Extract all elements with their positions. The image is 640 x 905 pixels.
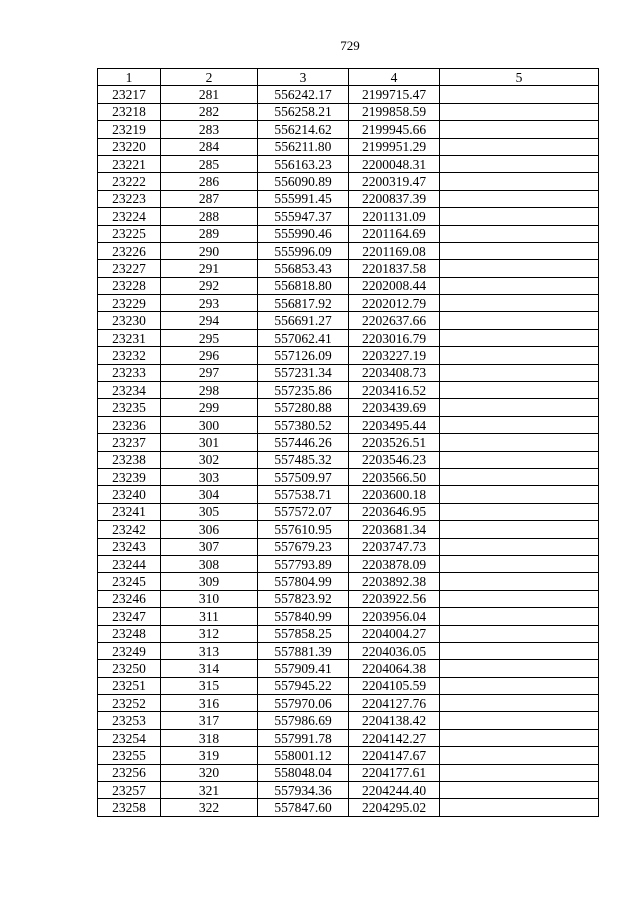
table-cell: 23226 — [98, 242, 161, 259]
table-cell: 315 — [161, 677, 258, 694]
table-cell — [440, 747, 599, 764]
table-row — [98, 486, 599, 503]
table-cell: 314 — [161, 660, 258, 677]
table-cell: 23236 — [98, 416, 161, 433]
table-cell — [440, 103, 599, 120]
table-row — [98, 712, 599, 729]
table-cell — [440, 729, 599, 746]
table-row — [98, 416, 599, 433]
table-row — [98, 573, 599, 590]
table-cell: 557804.99 — [258, 573, 349, 590]
table-cell: 23224 — [98, 208, 161, 225]
table-cell: 2202008.44 — [349, 277, 440, 294]
table-cell: 294 — [161, 312, 258, 329]
table-cell: 316 — [161, 695, 258, 712]
table-row — [98, 295, 599, 312]
table-cell: 555947.37 — [258, 208, 349, 225]
table-cell: 557840.99 — [258, 608, 349, 625]
table-cell: 291 — [161, 260, 258, 277]
table-cell: 2204138.42 — [349, 712, 440, 729]
table-cell: 557970.06 — [258, 695, 349, 712]
table-cell — [440, 190, 599, 207]
table-cell: 23234 — [98, 382, 161, 399]
table-cell: 23256 — [98, 764, 161, 781]
table-row — [98, 155, 599, 172]
table-cell: 288 — [161, 208, 258, 225]
table-cell: 303 — [161, 468, 258, 485]
table-cell: 557280.88 — [258, 399, 349, 416]
table-cell: 557909.41 — [258, 660, 349, 677]
table-cell — [440, 799, 599, 816]
table-row — [98, 625, 599, 642]
column-header: 1 — [98, 69, 161, 86]
table-body — [98, 86, 599, 816]
table-cell: 2203922.56 — [349, 590, 440, 607]
table-cell: 23229 — [98, 295, 161, 312]
table-row — [98, 242, 599, 259]
table-cell: 319 — [161, 747, 258, 764]
table-cell: 557446.26 — [258, 434, 349, 451]
table-row — [98, 695, 599, 712]
table-cell: 23220 — [98, 138, 161, 155]
table-cell — [440, 451, 599, 468]
table-cell: 23248 — [98, 625, 161, 642]
table-cell: 557235.86 — [258, 382, 349, 399]
table-cell — [440, 608, 599, 625]
table-cell: 23217 — [98, 86, 161, 103]
table-cell: 2203416.52 — [349, 382, 440, 399]
table-cell: 23237 — [98, 434, 161, 451]
table-cell: 2203227.19 — [349, 347, 440, 364]
table-cell: 290 — [161, 242, 258, 259]
table-cell — [440, 399, 599, 416]
table-cell: 309 — [161, 573, 258, 590]
table-cell: 298 — [161, 382, 258, 399]
table-cell — [440, 503, 599, 520]
table-cell: 557823.92 — [258, 590, 349, 607]
table-cell: 2201164.69 — [349, 225, 440, 242]
table-row — [98, 225, 599, 242]
table-cell: 2203646.95 — [349, 503, 440, 520]
table-row — [98, 503, 599, 520]
table-cell: 23252 — [98, 695, 161, 712]
table-cell — [440, 382, 599, 399]
table-cell: 2203892.38 — [349, 573, 440, 590]
table-cell: 285 — [161, 155, 258, 172]
table-cell: 2203956.04 — [349, 608, 440, 625]
table-cell: 2203681.34 — [349, 521, 440, 538]
table-cell: 558048.04 — [258, 764, 349, 781]
table-cell: 23251 — [98, 677, 161, 694]
table-cell: 284 — [161, 138, 258, 155]
table-cell: 317 — [161, 712, 258, 729]
table-cell: 557380.52 — [258, 416, 349, 433]
table-cell: 2204142.27 — [349, 729, 440, 746]
table-cell: 23221 — [98, 155, 161, 172]
table-cell — [440, 434, 599, 451]
table-cell: 555996.09 — [258, 242, 349, 259]
table-cell: 556817.92 — [258, 295, 349, 312]
table-cell — [440, 625, 599, 642]
table-cell — [440, 208, 599, 225]
column-header: 5 — [440, 69, 599, 86]
table-cell: 557858.25 — [258, 625, 349, 642]
table-row — [98, 173, 599, 190]
table-cell: 2203526.51 — [349, 434, 440, 451]
table-row — [98, 608, 599, 625]
table-row — [98, 434, 599, 451]
column-header: 4 — [349, 69, 440, 86]
table-cell — [440, 468, 599, 485]
table-cell: 312 — [161, 625, 258, 642]
table-cell: 2199945.66 — [349, 121, 440, 138]
table-cell: 557945.22 — [258, 677, 349, 694]
table-cell: 286 — [161, 173, 258, 190]
table-cell — [440, 642, 599, 659]
table-cell — [440, 121, 599, 138]
table-row — [98, 799, 599, 816]
table-cell: 556691.27 — [258, 312, 349, 329]
table-cell: 2199858.59 — [349, 103, 440, 120]
table-row — [98, 364, 599, 381]
table-cell: 23228 — [98, 277, 161, 294]
table-cell: 297 — [161, 364, 258, 381]
table-cell: 557485.32 — [258, 451, 349, 468]
table-cell: 2204177.61 — [349, 764, 440, 781]
table-cell: 321 — [161, 782, 258, 799]
table-cell: 282 — [161, 103, 258, 120]
table-cell: 2203439.69 — [349, 399, 440, 416]
table-cell: 23235 — [98, 399, 161, 416]
table-cell — [440, 695, 599, 712]
table-row — [98, 138, 599, 155]
table-cell: 300 — [161, 416, 258, 433]
table-cell: 2204127.76 — [349, 695, 440, 712]
table-cell: 2199715.47 — [349, 86, 440, 103]
table-cell — [440, 277, 599, 294]
table-row — [98, 399, 599, 416]
table-cell: 555991.45 — [258, 190, 349, 207]
table-cell — [440, 364, 599, 381]
table-cell — [440, 295, 599, 312]
table-row — [98, 312, 599, 329]
table-cell: 557062.41 — [258, 329, 349, 346]
table-cell — [440, 521, 599, 538]
table-cell: 557231.34 — [258, 364, 349, 381]
table-cell: 556090.89 — [258, 173, 349, 190]
table-cell: 2201837.58 — [349, 260, 440, 277]
column-header: 3 — [258, 69, 349, 86]
page-number: 729 — [340, 38, 360, 53]
table-row — [98, 103, 599, 120]
table-cell — [440, 225, 599, 242]
table-cell: 2200048.31 — [349, 155, 440, 172]
table-cell: 557679.23 — [258, 538, 349, 555]
table-cell: 23233 — [98, 364, 161, 381]
table-cell: 23257 — [98, 782, 161, 799]
table-row — [98, 329, 599, 346]
table-row — [98, 260, 599, 277]
table-row — [98, 347, 599, 364]
table-row — [98, 747, 599, 764]
table-cell: 23219 — [98, 121, 161, 138]
table-cell: 23230 — [98, 312, 161, 329]
table-row — [98, 677, 599, 694]
table-cell: 322 — [161, 799, 258, 816]
table-cell: 556258.21 — [258, 103, 349, 120]
table-cell — [440, 155, 599, 172]
table-cell: 23225 — [98, 225, 161, 242]
table-row — [98, 86, 599, 103]
table-cell: 23218 — [98, 103, 161, 120]
table-cell: 23253 — [98, 712, 161, 729]
table-cell — [440, 329, 599, 346]
table-cell: 2204064.38 — [349, 660, 440, 677]
table-cell: 23241 — [98, 503, 161, 520]
table-row — [98, 521, 599, 538]
table-cell: 557847.60 — [258, 799, 349, 816]
table-cell: 23239 — [98, 468, 161, 485]
table-cell: 320 — [161, 764, 258, 781]
table-cell: 305 — [161, 503, 258, 520]
table-cell: 283 — [161, 121, 258, 138]
table-cell: 23242 — [98, 521, 161, 538]
table-cell: 23245 — [98, 573, 161, 590]
table-cell — [440, 486, 599, 503]
table-cell: 23254 — [98, 729, 161, 746]
table-cell: 299 — [161, 399, 258, 416]
table-row — [98, 277, 599, 294]
table-cell: 2203408.73 — [349, 364, 440, 381]
table-cell: 23244 — [98, 555, 161, 572]
column-header: 2 — [161, 69, 258, 86]
table-cell: 2199951.29 — [349, 138, 440, 155]
table-cell: 301 — [161, 434, 258, 451]
table-cell: 302 — [161, 451, 258, 468]
table-cell — [440, 312, 599, 329]
table-cell: 2203747.73 — [349, 538, 440, 555]
table-cell: 307 — [161, 538, 258, 555]
table-row — [98, 764, 599, 781]
table-cell: 308 — [161, 555, 258, 572]
table-cell: 23240 — [98, 486, 161, 503]
table-cell: 556211.80 — [258, 138, 349, 155]
table-cell: 2204036.05 — [349, 642, 440, 659]
table-cell: 304 — [161, 486, 258, 503]
table-cell: 23246 — [98, 590, 161, 607]
table-cell: 2204147.67 — [349, 747, 440, 764]
table-cell: 23231 — [98, 329, 161, 346]
table-cell — [440, 138, 599, 155]
table-row — [98, 729, 599, 746]
table-cell — [440, 86, 599, 103]
table-cell — [440, 660, 599, 677]
table-cell: 2204244.40 — [349, 782, 440, 799]
table-header-row — [98, 69, 599, 86]
table-cell: 555990.46 — [258, 225, 349, 242]
table-row — [98, 660, 599, 677]
table-cell: 23249 — [98, 642, 161, 659]
table-row — [98, 590, 599, 607]
table-cell: 313 — [161, 642, 258, 659]
table-cell: 23250 — [98, 660, 161, 677]
table-cell: 558001.12 — [258, 747, 349, 764]
table-row — [98, 538, 599, 555]
table-cell: 556163.23 — [258, 155, 349, 172]
table-row — [98, 208, 599, 225]
table-cell: 2200837.39 — [349, 190, 440, 207]
table-cell: 23222 — [98, 173, 161, 190]
table-cell — [440, 555, 599, 572]
table-cell: 556214.62 — [258, 121, 349, 138]
table-cell: 2202012.79 — [349, 295, 440, 312]
table-cell: 295 — [161, 329, 258, 346]
table-cell: 557610.95 — [258, 521, 349, 538]
table-row — [98, 642, 599, 659]
table-cell: 23232 — [98, 347, 161, 364]
table-cell: 23255 — [98, 747, 161, 764]
table-cell: 289 — [161, 225, 258, 242]
table-cell: 318 — [161, 729, 258, 746]
table-cell — [440, 590, 599, 607]
table-cell — [440, 347, 599, 364]
table-cell: 2204004.27 — [349, 625, 440, 642]
table-cell: 2201169.08 — [349, 242, 440, 259]
table-cell: 306 — [161, 521, 258, 538]
table-cell: 556818.80 — [258, 277, 349, 294]
table-cell — [440, 242, 599, 259]
table-cell: 311 — [161, 608, 258, 625]
table-cell: 2203495.44 — [349, 416, 440, 433]
table-cell: 557509.97 — [258, 468, 349, 485]
table-row — [98, 782, 599, 799]
table-cell: 2202637.66 — [349, 312, 440, 329]
table-cell: 23247 — [98, 608, 161, 625]
table-cell: 293 — [161, 295, 258, 312]
table-cell: 557793.89 — [258, 555, 349, 572]
table-cell: 557572.07 — [258, 503, 349, 520]
table-row — [98, 451, 599, 468]
table-cell: 23243 — [98, 538, 161, 555]
table-cell: 2203546.23 — [349, 451, 440, 468]
table-cell: 292 — [161, 277, 258, 294]
table-cell: 556242.17 — [258, 86, 349, 103]
table-row — [98, 555, 599, 572]
table-cell — [440, 764, 599, 781]
table-cell: 556853.43 — [258, 260, 349, 277]
table-row — [98, 468, 599, 485]
table-cell: 296 — [161, 347, 258, 364]
table-cell: 2203016.79 — [349, 329, 440, 346]
table-cell: 2204295.02 — [349, 799, 440, 816]
table-cell: 2203600.18 — [349, 486, 440, 503]
table-cell: 557986.69 — [258, 712, 349, 729]
table-cell — [440, 538, 599, 555]
table-cell: 557934.36 — [258, 782, 349, 799]
table-cell — [440, 782, 599, 799]
table-cell: 281 — [161, 86, 258, 103]
table-cell: 2204105.59 — [349, 677, 440, 694]
table-cell: 23238 — [98, 451, 161, 468]
table-cell: 23258 — [98, 799, 161, 816]
table-cell: 557538.71 — [258, 486, 349, 503]
table-cell: 2203566.50 — [349, 468, 440, 485]
table-cell: 2200319.47 — [349, 173, 440, 190]
table-cell: 2201131.09 — [349, 208, 440, 225]
table-cell — [440, 260, 599, 277]
table-cell: 557126.09 — [258, 347, 349, 364]
table-cell — [440, 416, 599, 433]
table-row — [98, 382, 599, 399]
table-row — [98, 190, 599, 207]
table-cell — [440, 173, 599, 190]
table-cell: 23227 — [98, 260, 161, 277]
table-cell: 557881.39 — [258, 642, 349, 659]
table-cell — [440, 712, 599, 729]
coordinates-table — [97, 68, 599, 817]
table-cell: 23223 — [98, 190, 161, 207]
table-cell — [440, 573, 599, 590]
table-cell: 557991.78 — [258, 729, 349, 746]
table-cell: 2203878.09 — [349, 555, 440, 572]
table-cell: 287 — [161, 190, 258, 207]
table-row — [98, 121, 599, 138]
table-cell: 310 — [161, 590, 258, 607]
table-cell — [440, 677, 599, 694]
